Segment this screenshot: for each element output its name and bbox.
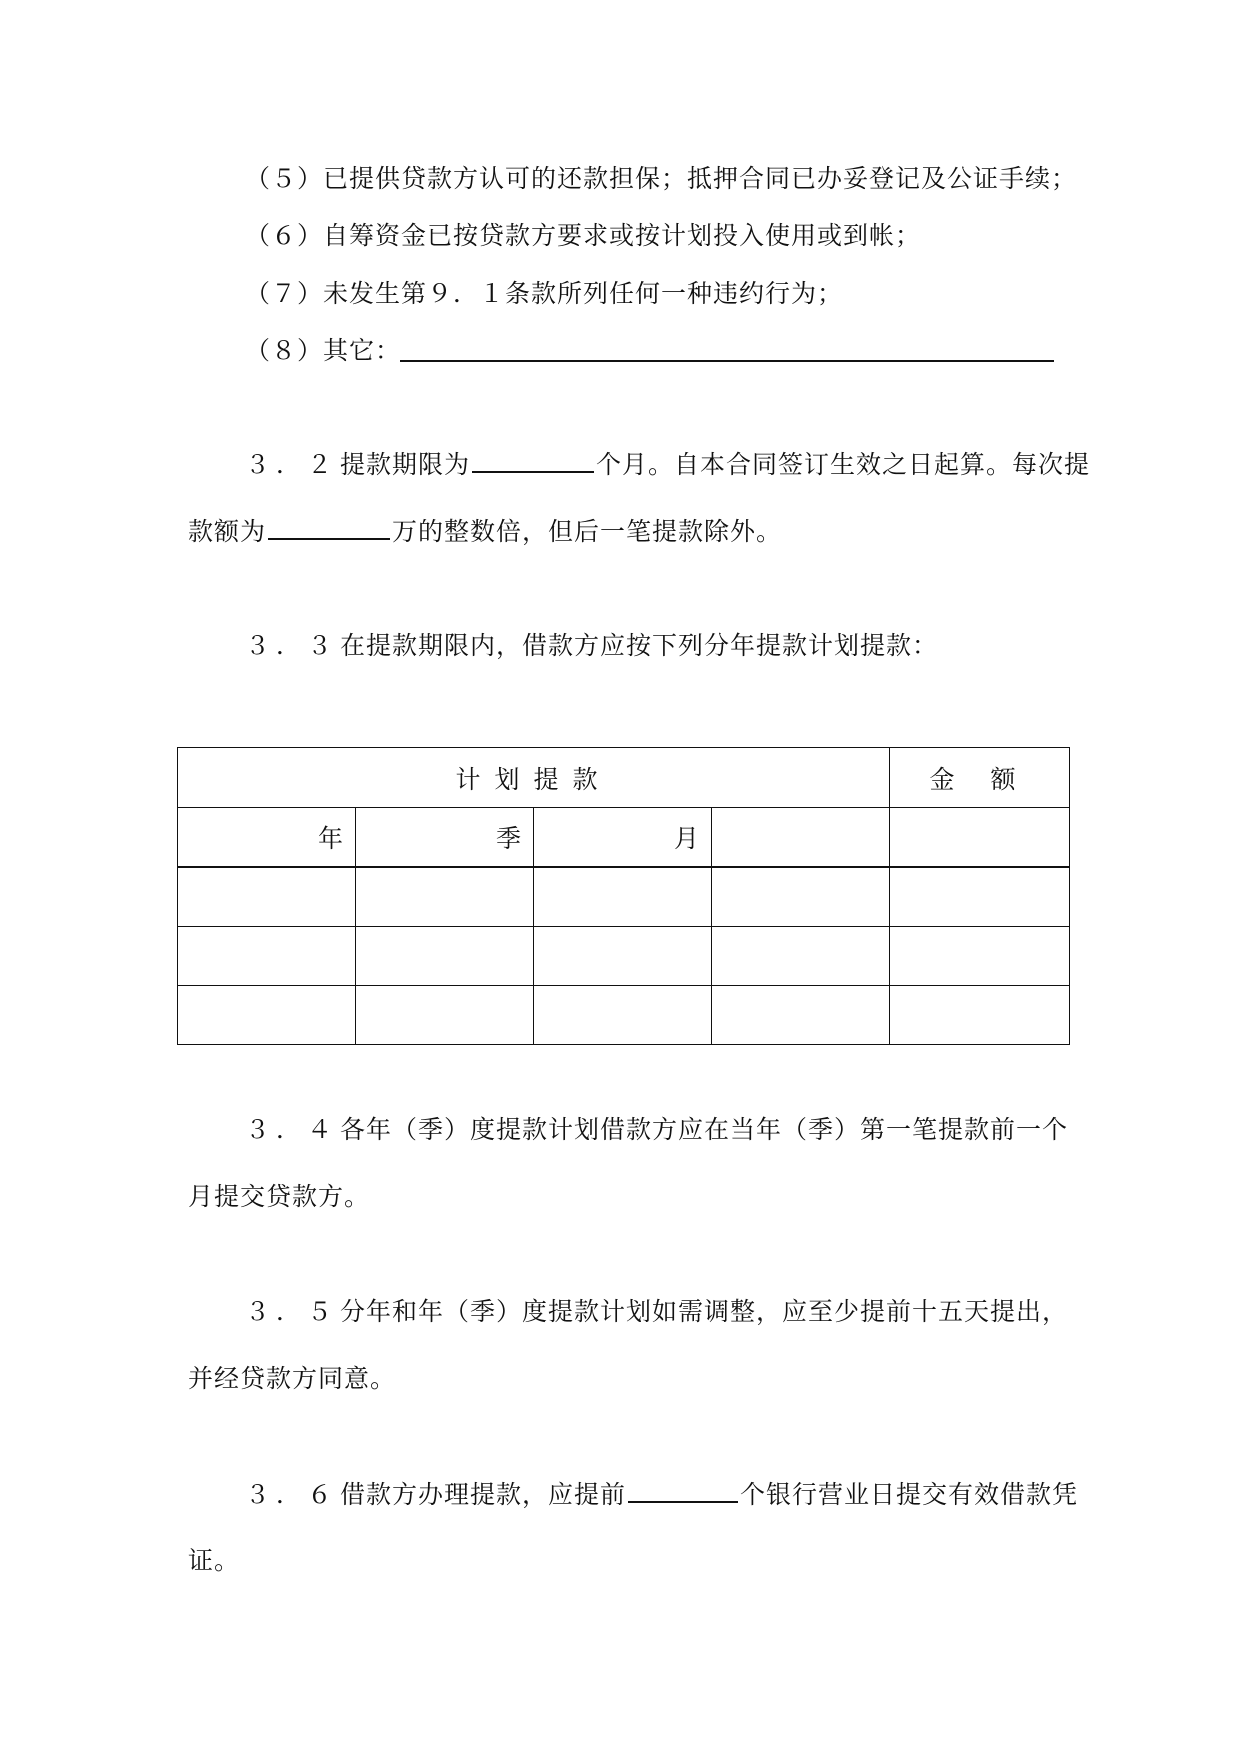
amount-blank[interactable]	[268, 514, 390, 540]
clause-3-5-line2: 并经贷款方同意。	[188, 1364, 397, 1393]
table-cell[interactable]	[534, 867, 712, 927]
table-cell[interactable]	[534, 986, 712, 1045]
table-cell[interactable]	[712, 986, 890, 1045]
clause-3-6-text-b: 个银行营业日提交有效借款凭	[740, 1480, 1079, 1509]
table-cell[interactable]	[712, 927, 890, 986]
year-header-cell	[178, 808, 356, 868]
table-row	[178, 986, 1070, 1045]
item-6: （６）自筹资金已按贷款方要求或按计划投入使用或到帐；	[245, 221, 922, 250]
clause-3-6-number: ３．６	[245, 1480, 339, 1509]
item-7: （７）未发生第９．１条款所列任何一种违约行为；	[245, 279, 844, 308]
clause-3-4-text-a: 各年（季）度提款计划借款方应在当年（季）第一笔提款前一个	[340, 1115, 1069, 1144]
blank-header-cell	[712, 808, 890, 868]
clause-3-2-text-a: 提款期限为	[340, 450, 471, 479]
season-header: 季	[495, 824, 521, 853]
clause-3-6-line2: 证。	[188, 1546, 241, 1575]
months-blank[interactable]	[472, 447, 594, 473]
table-cell[interactable]	[890, 927, 1070, 986]
table-cell[interactable]	[178, 927, 356, 986]
clause-3-4-number: ３．４	[245, 1115, 339, 1144]
table-cell[interactable]	[356, 986, 534, 1045]
table-cell[interactable]	[356, 867, 534, 927]
clause-3-2-text-d: 万的整数倍，但后一笔提款除外。	[392, 517, 783, 546]
clause-3-2-number: ３．２	[245, 450, 339, 479]
item-5: （５）已提供贷款方认可的还款担保；抵押合同已办妥登记及公证手续；	[245, 164, 1078, 193]
table-cell[interactable]	[178, 986, 356, 1045]
table-cell[interactable]	[356, 927, 534, 986]
item-8-fill-line[interactable]	[400, 360, 1054, 362]
amount-header: 金 额	[929, 764, 1030, 794]
withdrawal-plan-table	[177, 747, 1070, 1045]
amount-subheader-cell	[890, 808, 1070, 868]
table-cell[interactable]	[712, 867, 890, 927]
clause-3-2-line1	[245, 447, 1090, 482]
clause-3-5-line1	[245, 1295, 1068, 1329]
season-header-cell	[356, 808, 534, 868]
year-header: 年	[317, 824, 343, 853]
table-row	[178, 927, 1070, 986]
table-cell[interactable]	[890, 986, 1070, 1045]
plan-header: 计划提款	[455, 764, 612, 794]
clause-3-5-text-a: 分年和年（季）度提款计划如需调整，应至少提前十五天提出，	[340, 1297, 1069, 1326]
clause-3-4-line2: 月提交贷款方。	[188, 1182, 371, 1211]
month-header-cell	[534, 808, 712, 868]
table-cell[interactable]	[178, 867, 356, 927]
clause-3-6-line1	[245, 1477, 1078, 1512]
item-8	[245, 334, 401, 368]
clause-3-3-number: ３．３	[245, 631, 339, 660]
clause-3-2-text-b: 个月。自本合同签订生效之日起算。每次提	[596, 450, 1091, 479]
table-cell[interactable]	[890, 867, 1070, 927]
table-subheader-row	[178, 808, 1070, 868]
clause-3-6-text-a: 借款方办理提款，应提前	[340, 1480, 627, 1509]
clause-3-2-text-c: 款额为	[188, 517, 267, 546]
plan-header-cell	[178, 748, 890, 808]
clause-3-2-line2	[188, 514, 782, 549]
month-header: 月	[673, 824, 699, 853]
business-days-blank[interactable]	[628, 1477, 738, 1503]
clause-3-3-text: 在提款期限内，借款方应按下列分年提款计划提款：	[340, 631, 939, 660]
table-cell[interactable]	[534, 927, 712, 986]
item-8-label: （８）其它：	[245, 336, 402, 365]
clause-3-5-number: ３．５	[245, 1297, 339, 1326]
table-row	[178, 867, 1070, 927]
clause-3-3	[245, 629, 938, 663]
clause-3-4-line1	[245, 1113, 1068, 1147]
amount-header-cell	[890, 748, 1070, 808]
table-header-row	[178, 748, 1070, 808]
